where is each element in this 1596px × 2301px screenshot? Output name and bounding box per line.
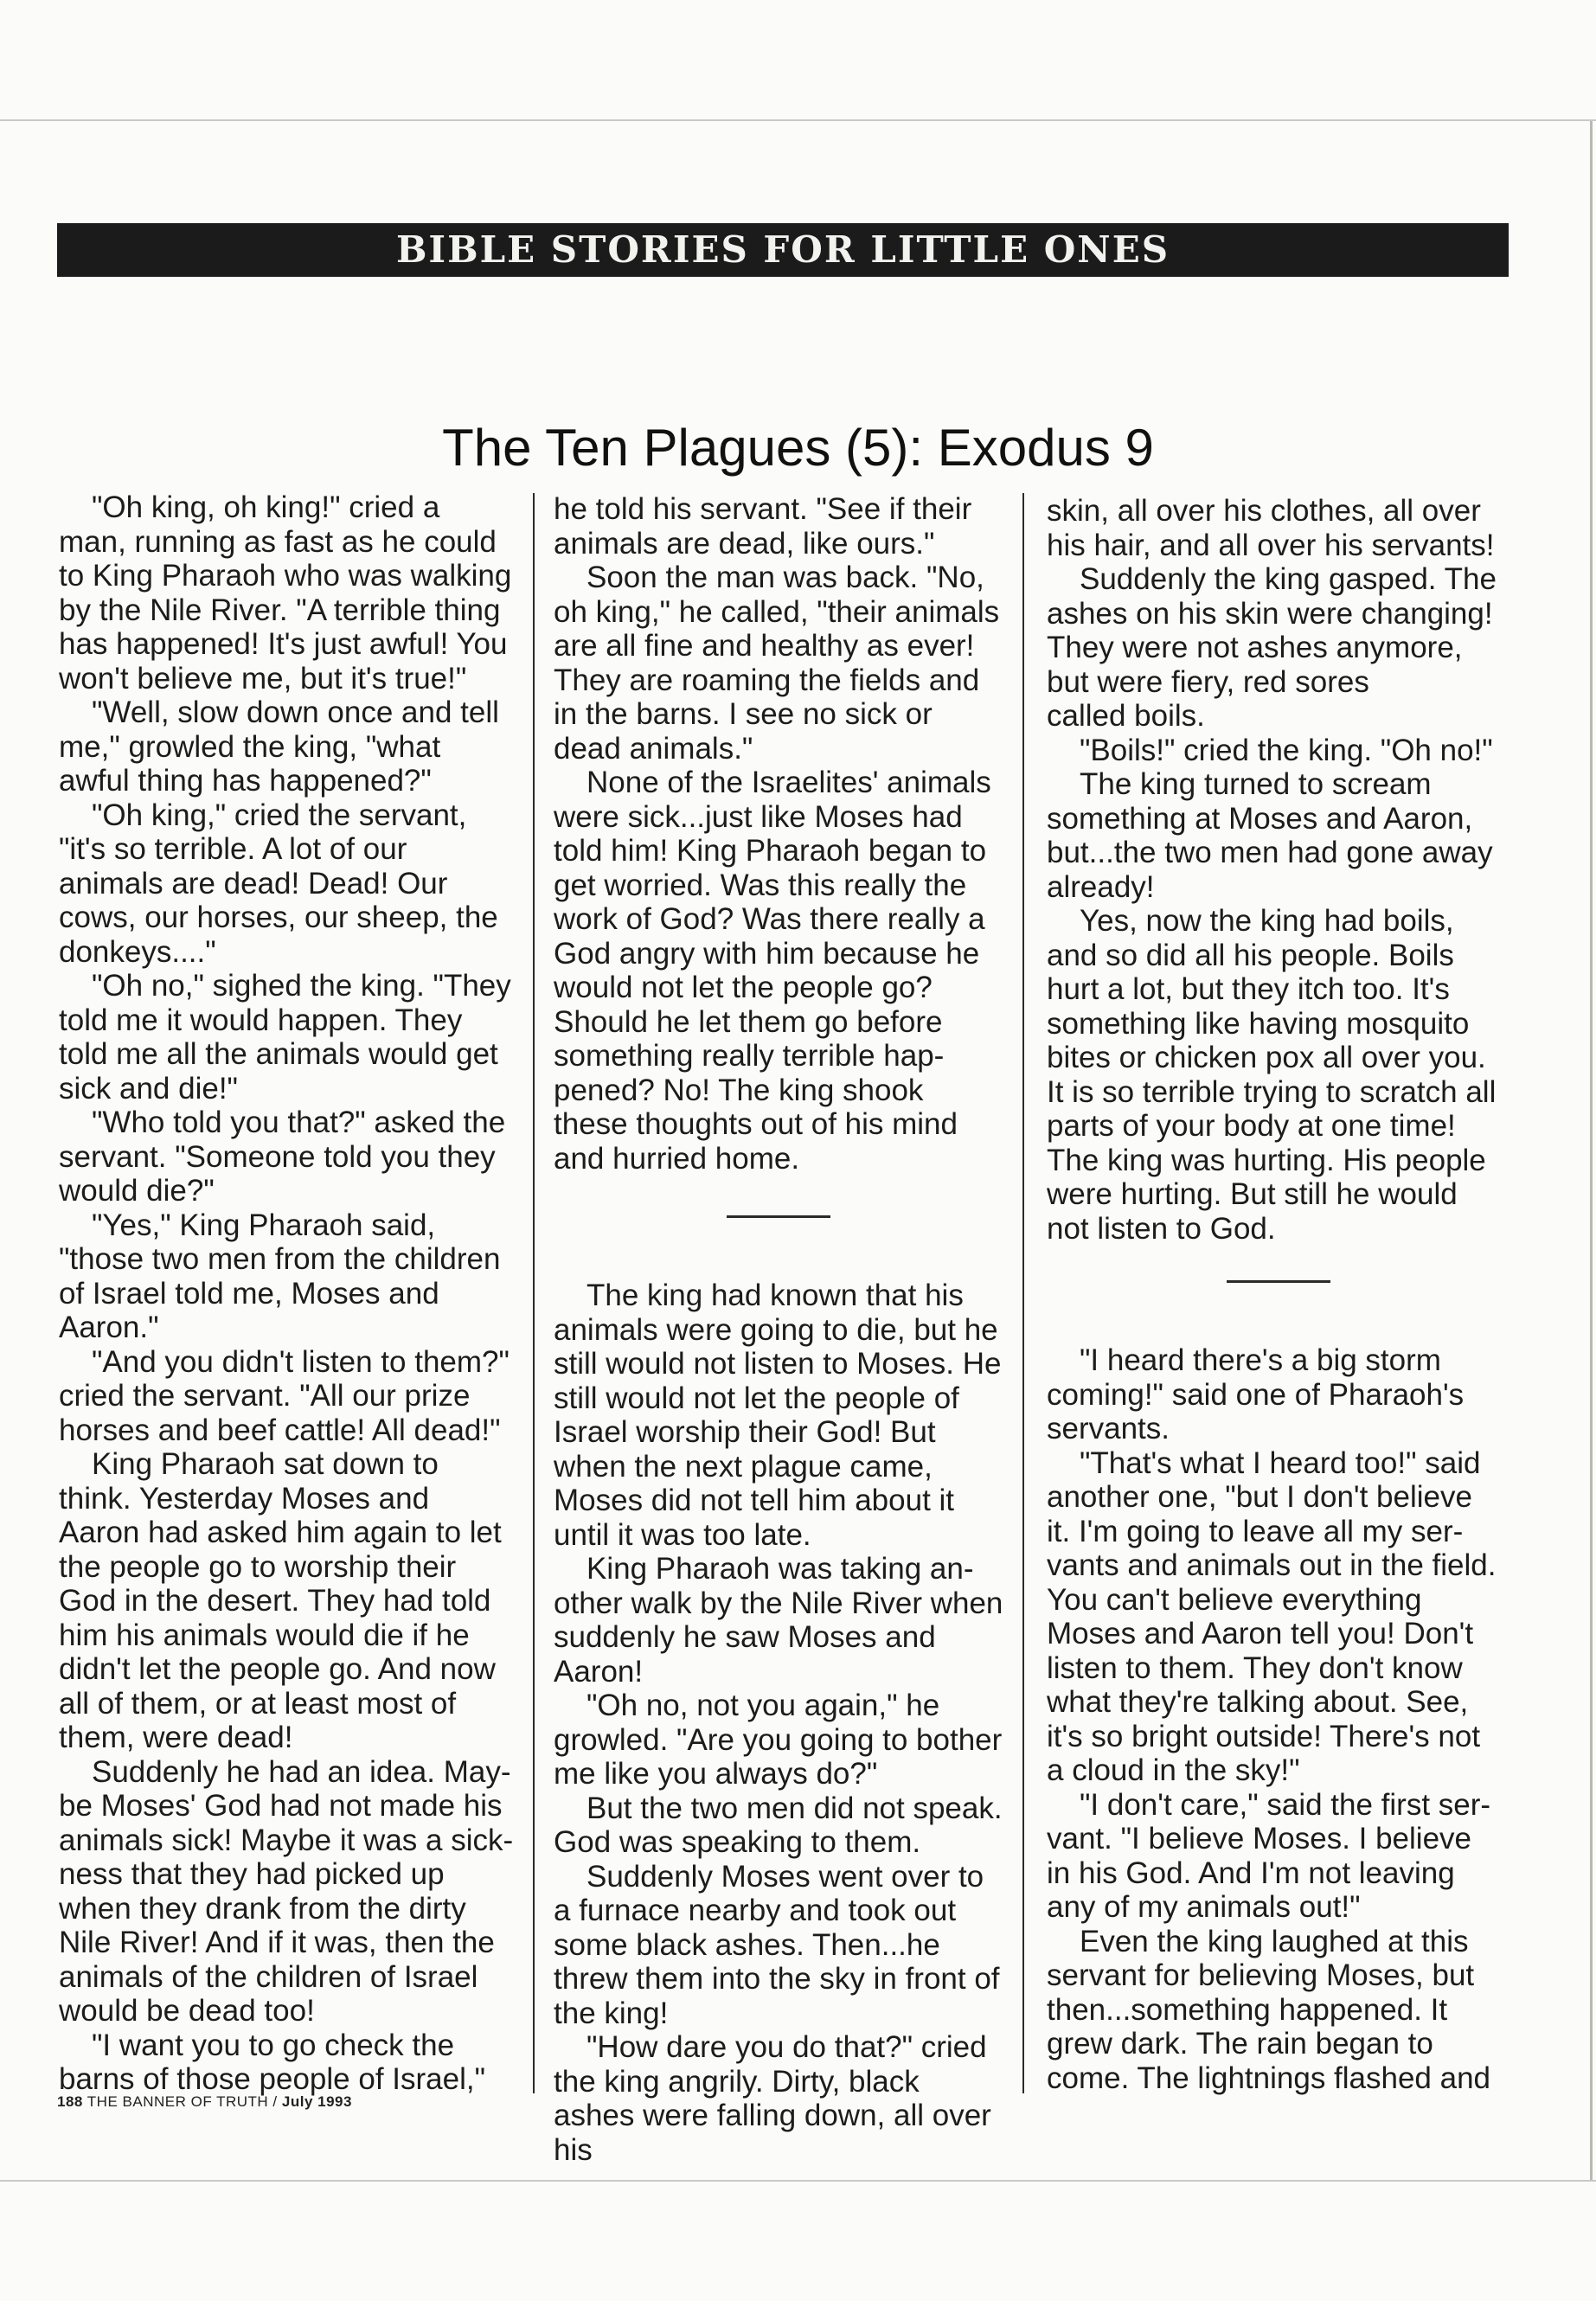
paragraph: Suddenly Moses went over to a furnace nearby and took out some black ashes. Then...he threw them into the sky in front of the king!	[554, 1859, 1000, 2030]
column-2	[554, 492, 1003, 2167]
paragraph: "I want you to go check the barns of those people of Israel,"	[59, 2028, 486, 2096]
issue-date: July 1993	[281, 2093, 352, 2110]
section-separator	[1227, 1280, 1330, 1283]
paragraph: "Oh no," sighed the king. "They told me it would happen. They told me all the animals would get sick and die!"	[59, 969, 511, 1106]
paragraph: "Well, slow down once and tell me," growled the king, "what awful thing has happened?"	[59, 695, 499, 798]
paragraph: Soon the man was back. "No, oh king," he called, "their animals are all fine and healthy as ever! They are roaming the fields and in the barns. I see no sick or dead animals."	[554, 561, 1000, 766]
publication-name: THE BANNER OF TRUTH /	[87, 2093, 278, 2110]
paragraph: "How dare you do that?" cried the king angrily. Dirty, black ashes were falling down, all over his	[554, 2030, 991, 2167]
paragraph: "And you didn't listen to them?" cried the servant. "All our prize horses and beef cattle! All dead!"	[59, 1344, 510, 1447]
paragraph: "Yes," King Pharaoh said, "those two men from the children of Israel told me, Moses and Aaron."	[59, 1208, 501, 1344]
paragraph: "I don't care," said the first servant. "I believe Moses. I believe in his God. And I'm not leaving any of my animals out!"	[1047, 1787, 1491, 1924]
paragraph: "Oh king," cried the servant, "it's so terrible. A lot of our animals are dead! Dead! Our cows, our horses, our sheep, the donkeys...."	[59, 798, 498, 969]
section-banner: BIBLE STORIES FOR LITTLE ONES	[57, 223, 1509, 277]
paragraph: skin, all over his clothes, all over his hair, and all over his servants!	[1047, 494, 1495, 562]
column-divider-1	[533, 493, 535, 2093]
page-number: 188	[57, 2093, 83, 2110]
column-1	[59, 490, 514, 2097]
paragraph: Even the king laughed at this servant for believing Moses, but then...something happened. It grew dark. The rain began to come. The lightnings flashed and	[1047, 1924, 1491, 2095]
page-footer	[57, 2093, 352, 2111]
paragraph: he told his servant. "See if their animals are dead, like ours."	[554, 492, 972, 561]
paragraph: The king turned to scream something at Moses and Aaron, but...the two men had gone away already!	[1047, 767, 1493, 904]
paragraph: Suddenly the king gasped. The ashes on his skin were changing! They were not ashes anymore, but were fiery, red sores called boils.	[1047, 562, 1497, 733]
column-divider-2	[1022, 493, 1024, 2093]
section-separator	[727, 1215, 830, 1218]
paragraph: King Pharaoh was taking another walk by the Nile River when suddenly he saw Moses and Aaron!	[554, 1552, 1003, 1689]
paragraph: "That's what I heard too!" said another one, "but I don't believe it. I'm going to leave all my servants and animals out in the field. You can't believe everything Moses and Aaron tell you! Don't listen to them. They don't know what they're talking about. See, it's so bright outside! There's not a cloud in the sky!"	[1047, 1445, 1497, 1787]
paragraph: None of the Israelites' animals were sick...just like Moses had told him! King Pharaoh began to get worried. Was this really the work of God? Was there really a God angry with him because he would not let the people go? Should he let them go before something really terrible happened? No! The king shook these thoughts out of his mind and hurried home.	[554, 766, 991, 1176]
paragraph: King Pharaoh sat down to think. Yesterday Moses and Aaron had asked him again to let the people go to worship their God in the desert. They had told him his animals would die if he didn't let the people go. And now all of them, or at least most of them, were dead!	[59, 1447, 502, 1754]
paragraph: "Who told you that?" asked the servant. "Someone told you they would die?"	[59, 1106, 506, 1208]
paragraph: "Boils!" cried the king. "Oh no!"	[1080, 733, 1493, 767]
paragraph: "Oh no, not you again," he growled. "Are you going to bother me like you always do?"	[554, 1689, 1003, 1791]
paragraph: Yes, now the king had boils, and so did all his people. Boils hurt a lot, but they itch too. It's something like having mosquito bites or chicken pox all over you. It is so terrible trying to scratch all parts of your body at one time! The king was hurting. His people were hurting. But still he would not listen to God.	[1047, 904, 1497, 1246]
story-title: The Ten Plagues (5): Exodus 9	[442, 419, 1154, 477]
paragraph: "I heard there's a big storm coming!" said one of Pharaoh's servants.	[1047, 1343, 1465, 1445]
bottom-rule	[0, 2180, 1596, 2182]
paragraph: "Oh king, oh king!" cried a man, running as fast as he could to King Pharaoh who was walking by the Nile River. "A terrible thing has happened! It's just awful! You won't believe me, but it's true!"	[59, 490, 512, 695]
paragraph: But the two men did not speak. God was speaking to them.	[554, 1791, 1003, 1859]
column-3	[1047, 494, 1497, 2095]
paragraph: The king had known that his animals were going to die, but he still would not listen to Moses. He still would not let the people of Israel worship their God! But when the next plague came, Moses did not tell him about it until it was too late.	[554, 1279, 1002, 1552]
top-rule	[0, 119, 1596, 121]
paragraph: Suddenly he had an idea. Maybe Moses' God had not made his animals sick! Maybe it was a sickness that they had picked up when they drank from the dirty Nile River! And if it was, then the animals of the children of Israel would be dead too!	[59, 1754, 514, 2028]
